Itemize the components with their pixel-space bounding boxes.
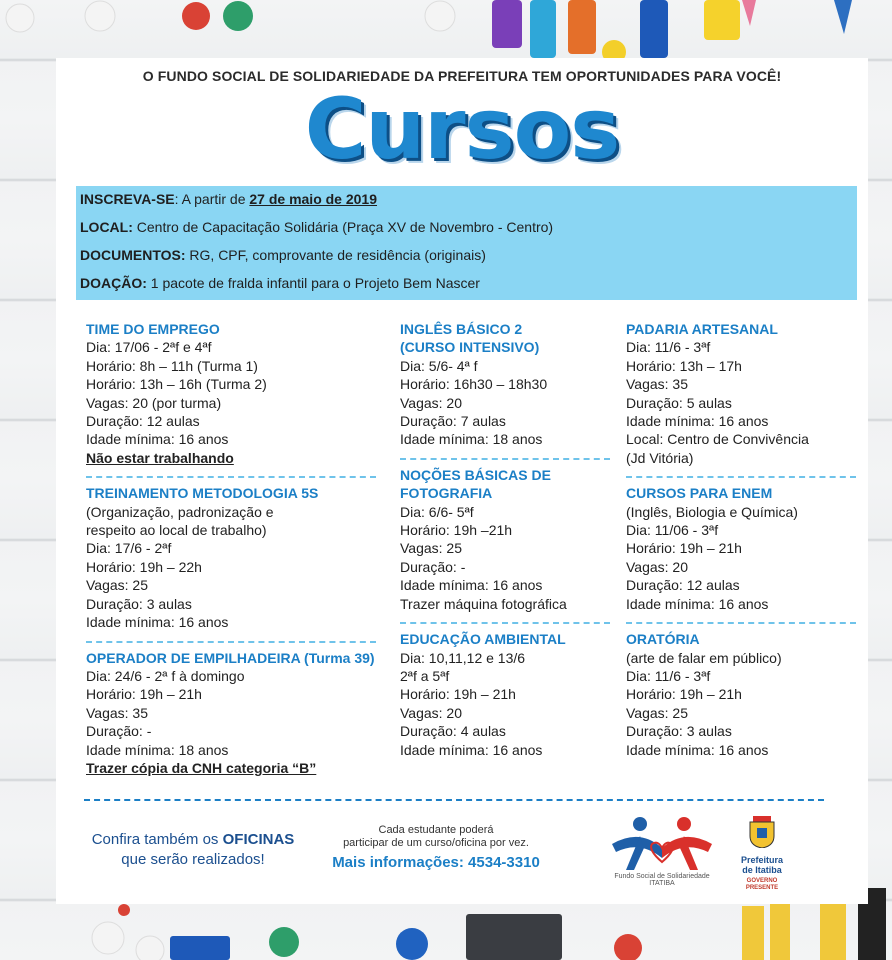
course-title: EDUCAÇÃO AMBIENTAL bbox=[400, 631, 566, 648]
course-card bbox=[626, 630, 856, 759]
fundo-social-logo-text bbox=[602, 873, 722, 887]
course-title: FOTOGRAFIA bbox=[400, 485, 493, 502]
info-box bbox=[76, 186, 857, 300]
contact-info bbox=[316, 824, 556, 871]
course-detail: Dia: 10,11,12 e 13/6 bbox=[400, 649, 526, 666]
course-detail: Duração: - bbox=[400, 558, 466, 575]
course-divider bbox=[86, 476, 376, 478]
info-registration-text: : A partir de bbox=[174, 191, 250, 207]
courses-column-1 bbox=[86, 320, 376, 777]
info-location-key: LOCAL: bbox=[80, 219, 133, 235]
course-detail: respeito ao local de trabalho) bbox=[86, 522, 267, 539]
info-location-value: Centro de Capacitação Solidária (Praça XV de Novembro - Centro) bbox=[132, 219, 554, 235]
course-detail: Dia: 17/06 - 2ªf e 4ªf bbox=[86, 339, 212, 356]
course-detail: Duração: 4 aulas bbox=[400, 723, 506, 740]
course-detail: (Organização, padronização e bbox=[86, 503, 274, 520]
course-detail: Dia: 17/6 - 2ªf bbox=[86, 540, 172, 557]
course-detail: (Jd Vitória) bbox=[626, 449, 694, 466]
governo-presente-badge bbox=[732, 878, 792, 892]
course-detail: (Inglês, Biologia e Química) bbox=[626, 503, 798, 520]
course-card bbox=[86, 649, 376, 778]
workshops-note-line2: que serão realizados! bbox=[121, 851, 265, 868]
course-title: CURSOS PARA ENEM bbox=[626, 485, 773, 502]
course-detail: Vagas: 20 bbox=[400, 704, 463, 721]
info-donation bbox=[80, 272, 853, 300]
course-detail: (arte de falar em público) bbox=[626, 649, 782, 666]
prefeitura-name-line1: Prefeitura bbox=[740, 855, 784, 865]
course-card bbox=[626, 320, 856, 467]
info-registration bbox=[80, 188, 853, 216]
course-title: (CURSO INTENSIVO) bbox=[400, 339, 540, 356]
course-detail: Duração: 3 aulas bbox=[86, 595, 192, 612]
course-detail: Duração: 12 aulas bbox=[626, 577, 740, 594]
course-detail: Horário: 8h – 11h (Turma 1) bbox=[86, 357, 258, 374]
course-detail: Duração: 3 aulas bbox=[626, 723, 732, 740]
course-detail: Horário: 19h – 21h bbox=[86, 686, 202, 703]
course-detail: Vagas: 20 bbox=[626, 558, 689, 575]
governo-label: GOVERNO bbox=[746, 878, 778, 884]
course-card bbox=[86, 320, 376, 467]
course-detail: Idade mínima: 18 anos bbox=[86, 741, 229, 758]
course-detail: Vagas: 20 bbox=[400, 394, 463, 411]
course-divider bbox=[86, 641, 376, 643]
workshops-note bbox=[78, 830, 308, 870]
course-detail: Horário: 19h – 22h bbox=[86, 558, 202, 575]
fundo-social-logo-name: Fundo Social de Solidariedade bbox=[614, 873, 710, 880]
course-detail: Horário: 13h – 16h (Turma 2) bbox=[86, 376, 267, 393]
more-info-phone: Mais informações: 4534-3310 bbox=[332, 854, 540, 871]
workshops-note-text: Confira também os bbox=[91, 831, 223, 848]
course-detail: Idade mínima: 16 anos bbox=[626, 741, 769, 758]
course-detail: Horário: 16h30 – 18h30 bbox=[400, 376, 548, 393]
course-divider bbox=[626, 476, 856, 478]
course-detail: Vagas: 25 bbox=[400, 540, 463, 557]
course-detail: Vagas: 25 bbox=[86, 577, 149, 594]
course-detail: Local: Centro de Convivência bbox=[626, 431, 809, 448]
course-detail: Dia: 6/6- 5ªf bbox=[400, 503, 474, 520]
info-registration-key: INSCREVA-SE bbox=[80, 191, 175, 207]
prefeitura-name-line2: de Itatiba bbox=[742, 865, 782, 875]
course-title: PADARIA ARTESANAL bbox=[626, 321, 778, 337]
course-detail: Vagas: 20 (por turma) bbox=[86, 394, 222, 411]
course-detail: Duração: - bbox=[86, 723, 152, 740]
city-crest-icon bbox=[747, 816, 777, 848]
course-detail: Idade mínima: 16 anos bbox=[86, 431, 229, 448]
course-detail: Idade mínima: 16 anos bbox=[86, 614, 229, 631]
courses-column-2 bbox=[400, 320, 610, 759]
info-registration-date: 27 de maio de 2019 bbox=[249, 191, 378, 207]
course-title: OPERADOR DE EMPILHADEIRA (Turma 39) bbox=[86, 649, 375, 666]
fundo-social-logo-city: ITATIBA bbox=[649, 880, 675, 887]
course-detail: Idade mínima: 16 anos bbox=[626, 595, 769, 612]
stationery-decoration-top bbox=[0, 0, 892, 62]
course-detail: Idade mínima: 16 anos bbox=[626, 413, 769, 430]
course-flyer bbox=[56, 58, 868, 904]
course-detail: Vagas: 35 bbox=[86, 704, 149, 721]
course-detail: Duração: 12 aulas bbox=[86, 413, 200, 430]
course-title: TREINAMENTO METODOLOGIA 5S bbox=[86, 485, 319, 502]
course-detail: Trazer máquina fotográfica bbox=[400, 595, 567, 612]
prefeitura-name bbox=[732, 855, 792, 875]
course-card bbox=[400, 630, 610, 759]
course-title: ORATÓRIA bbox=[626, 631, 700, 648]
course-detail: Horário: 19h – 21h bbox=[400, 686, 516, 703]
course-detail: Dia: 5/6- 4ª f bbox=[400, 357, 478, 374]
course-title: INGLÊS BÁSICO 2 bbox=[400, 321, 523, 337]
headline: O FUNDO SOCIAL DE SOLIDARIEDADE DA PREFEITURA TEM OPORTUNIDADES PARA VOCÊ! bbox=[142, 68, 782, 84]
info-donation-key: DOAÇÃO: bbox=[80, 275, 147, 291]
info-documents-value: RG, CPF, comprovante de residência (originais) bbox=[185, 247, 486, 263]
prefeitura-logo bbox=[732, 816, 792, 896]
info-documents-key: DOCUMENTOS: bbox=[80, 247, 186, 263]
enrollment-rule-line1: Cada estudante poderá bbox=[378, 824, 494, 836]
course-detail: Horário: 19h –21h bbox=[400, 522, 513, 539]
course-detail: Idade mínima: 16 anos bbox=[400, 577, 543, 594]
course-detail: Vagas: 25 bbox=[626, 704, 689, 721]
course-requirement: Não estar trabalhando bbox=[86, 449, 234, 466]
presente-label: PRESENTE bbox=[745, 885, 779, 891]
info-donation-value: 1 pacote de fralda infantil para o Projeto Bem Nascer bbox=[146, 275, 480, 291]
courses-column-3 bbox=[626, 320, 856, 759]
course-detail: Duração: 5 aulas bbox=[626, 394, 732, 411]
course-detail: Horário: 19h – 21h bbox=[626, 686, 742, 703]
course-detail: Idade mínima: 18 anos bbox=[400, 431, 543, 448]
section-divider bbox=[84, 799, 824, 801]
course-detail: Horário: 13h – 17h bbox=[626, 357, 742, 374]
course-card bbox=[400, 466, 610, 613]
course-divider bbox=[400, 458, 610, 460]
course-requirement: Trazer cópia da CNH categoria “B” bbox=[86, 759, 317, 776]
course-detail: Idade mínima: 16 anos bbox=[400, 741, 543, 758]
course-detail: Duração: 7 aulas bbox=[400, 413, 506, 430]
workshops-note-bold: OFICINAS bbox=[222, 831, 295, 848]
course-detail: Dia: 11/6 - 3ªf bbox=[626, 339, 711, 356]
info-documents bbox=[80, 244, 853, 272]
course-card bbox=[626, 484, 856, 613]
enrollment-rule-line2: participar de um curso/oficina por vez. bbox=[343, 837, 529, 849]
course-title: TIME DO EMPREGO bbox=[86, 321, 220, 337]
course-title: NOÇÕES BÁSICAS DE bbox=[400, 466, 551, 483]
info-location bbox=[80, 216, 853, 244]
course-detail: Vagas: 35 bbox=[626, 376, 689, 393]
course-detail: 2ªf a 5ªf bbox=[400, 667, 450, 684]
page-title: Cursos bbox=[304, 80, 620, 178]
course-divider bbox=[626, 622, 856, 624]
course-detail: Horário: 19h – 21h bbox=[626, 540, 742, 557]
course-card bbox=[400, 320, 610, 449]
course-detail: Dia: 11/6 - 3ªf bbox=[626, 667, 711, 684]
course-detail: Dia: 24/6 - 2ª f à domingo bbox=[86, 667, 245, 684]
course-card bbox=[86, 484, 376, 631]
course-divider bbox=[400, 622, 610, 624]
course-detail: Dia: 11/06 - 3ªf bbox=[626, 522, 719, 539]
